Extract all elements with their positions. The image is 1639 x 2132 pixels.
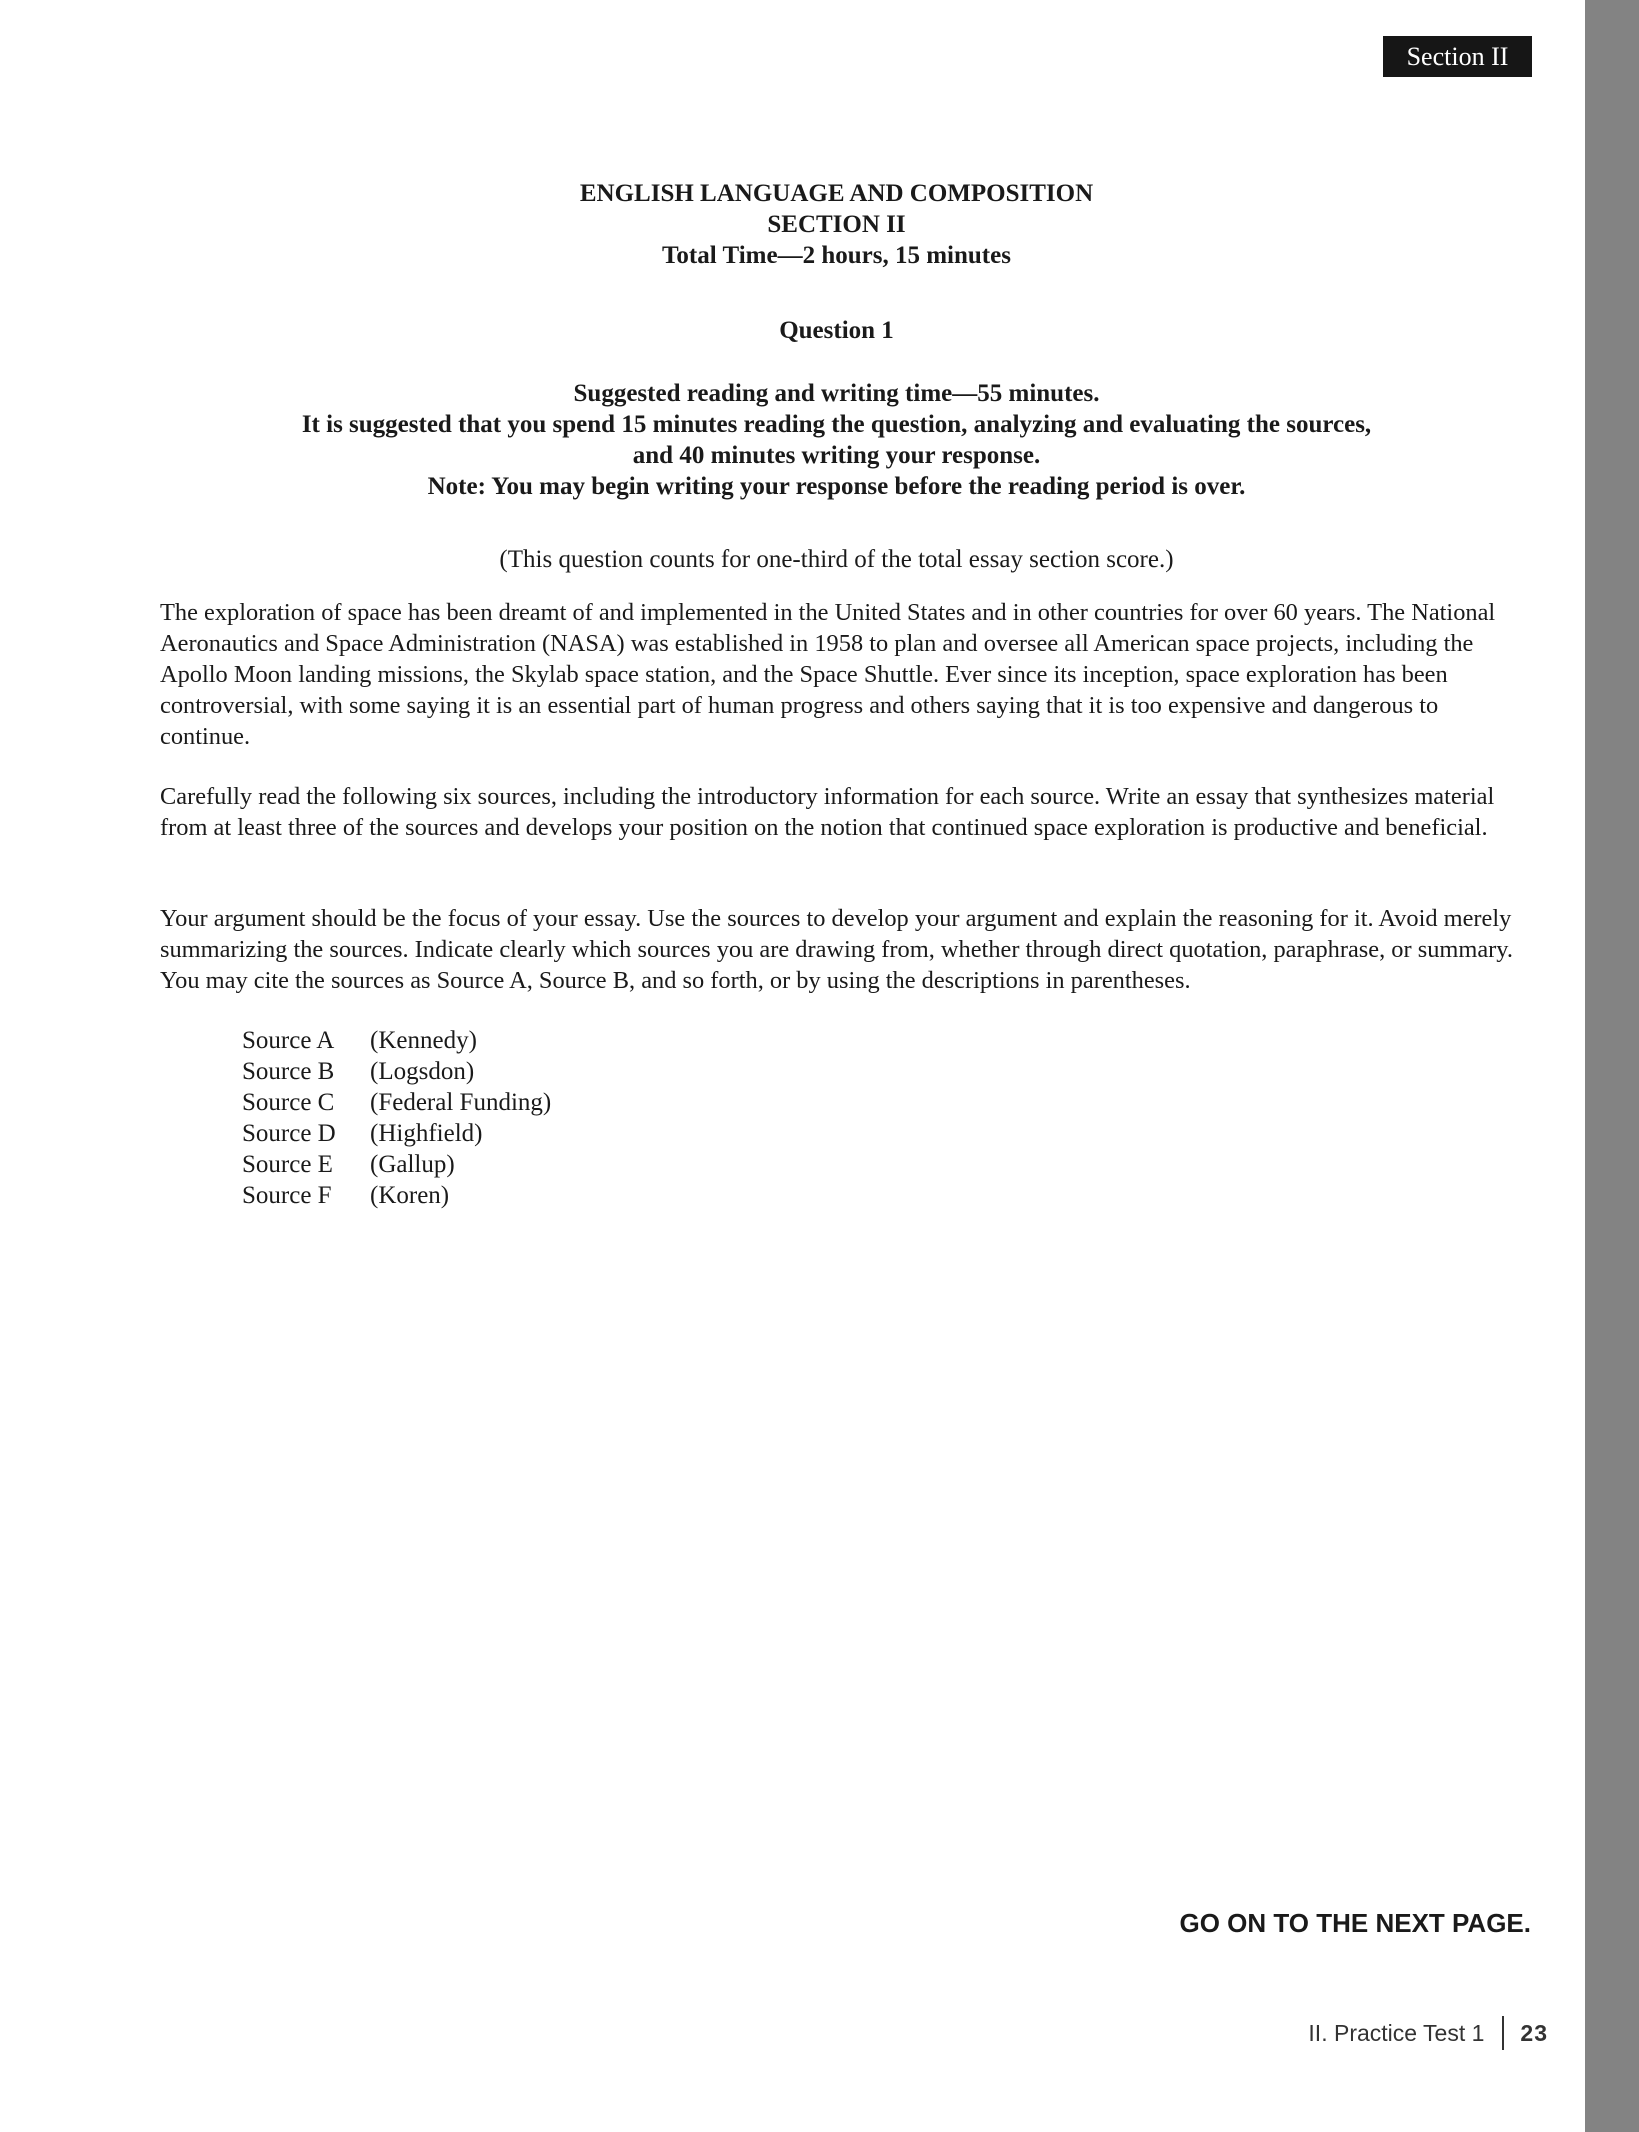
exam-total-time: Total Time—2 hours, 15 minutes <box>662 242 1011 269</box>
exam-title: ENGLISH LANGUAGE AND COMPOSITION <box>579 180 1094 207</box>
go-on-next-page: GO ON TO THE NEXT PAGE. <box>1179 1908 1531 1938</box>
source-label: Source D <box>242 1120 336 1147</box>
footer-divider <box>1502 2016 1504 2050</box>
instruction-line: It is suggested that you spend 15 minutes reading the question, analyzing and evaluating the sources, <box>301 411 1372 438</box>
source-description: (Federal Funding) <box>370 1089 552 1116</box>
page-edge-band <box>1585 0 1639 2132</box>
source-label: Source C <box>242 1089 335 1116</box>
instruction-line: and 40 minutes writing your response. <box>632 442 1041 469</box>
source-label: Source B <box>242 1058 335 1085</box>
page-footer <box>1308 2016 1548 2050</box>
source-item <box>242 1056 551 1087</box>
source-description: (Kennedy) <box>370 1027 477 1054</box>
source-description: (Logsdon) <box>370 1058 475 1085</box>
source-item <box>242 1087 551 1118</box>
exam-section: SECTION II <box>767 211 906 238</box>
instruction-line: Note: You may begin writing your response before the reading period is over. <box>427 473 1246 500</box>
source-item <box>242 1149 551 1180</box>
exam-title-block <box>160 178 1513 271</box>
source-label: Source A <box>242 1027 335 1054</box>
argument-paragraph: Your argument should be the focus of your essay. Use the sources to develop your argument and explain the reasoning for it. Avoid merely summarizing the sources. Indicate clearly which sources you are drawing from, whether through direct quotation, paraphrase, or summary. You may cite the sources as Source A, Source B, and so forth, or by using the descriptions in parentheses. <box>160 905 1514 994</box>
score-weight-note: (This question counts for one-third of the total essay section score.) <box>499 546 1174 573</box>
source-item <box>242 1118 551 1149</box>
page-number: 23 <box>1520 2019 1548 2046</box>
source-item <box>242 1025 551 1056</box>
intro-paragraph: The exploration of space has been dreamt of and implemented in the United States and in other countries for over 60 years. The National Aeronautics and Space Administration (NASA) was established in 1958 to plan and oversee all American space projects, including the Apollo Moon landing missions, the Skylab space station, and the Space Shuttle. Ever since its inception, space exploration has been controversial, with some saying it is an essential part of human progress and others saying that it is too expensive and dangerous to continue. <box>160 599 1496 750</box>
question-instructions <box>160 378 1513 502</box>
source-description: (Highfield) <box>370 1120 483 1147</box>
source-list <box>242 1025 551 1211</box>
source-description: (Gallup) <box>370 1151 455 1178</box>
source-item <box>242 1180 551 1211</box>
source-description: (Koren) <box>370 1182 450 1209</box>
question-title: Question 1 <box>779 317 894 344</box>
section-tab: Section II <box>1383 36 1532 77</box>
instruction-line: Suggested reading and writing time—55 minutes. <box>573 380 1100 407</box>
task-paragraph: Carefully read the following six sources, including the introductory information for each source. Write an essay that synthesizes material from at least three of the sources and develops your position on the notion that continued space exploration is productive and beneficial. <box>160 783 1495 841</box>
source-label: Source E <box>242 1151 333 1178</box>
source-label: Source F <box>242 1182 332 1209</box>
footer-section-label: II. Practice Test 1 <box>1308 2019 1485 2046</box>
